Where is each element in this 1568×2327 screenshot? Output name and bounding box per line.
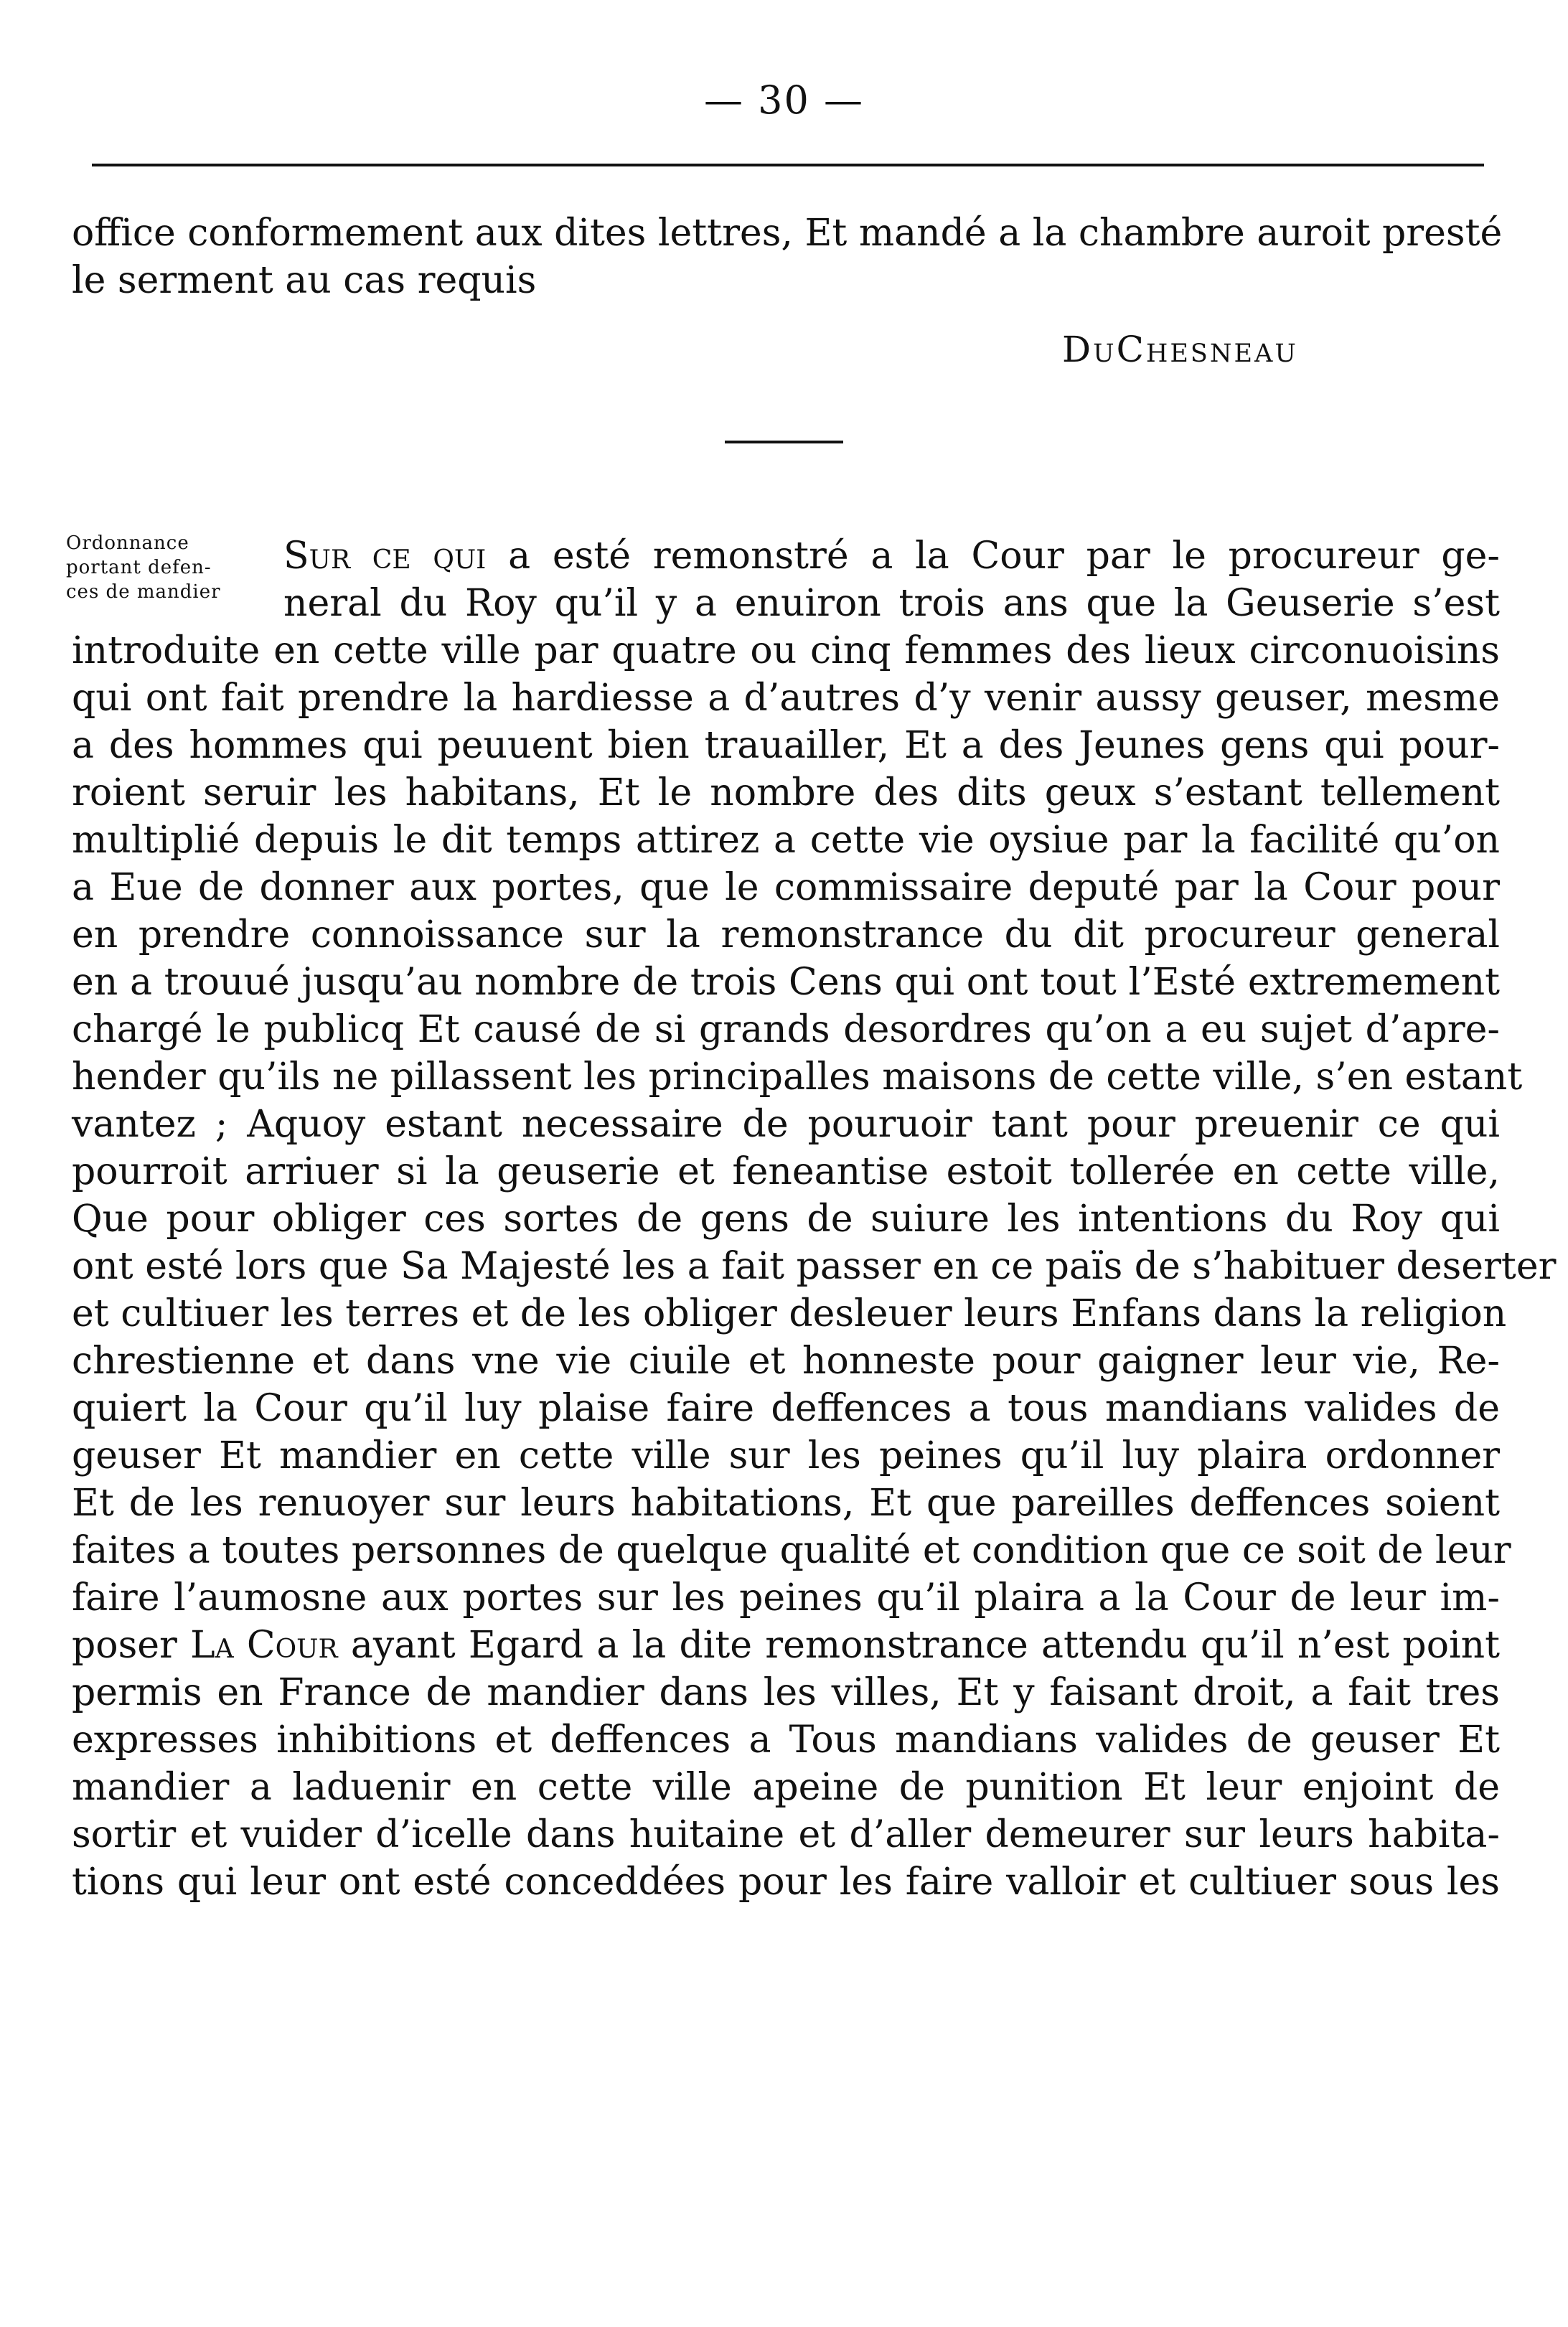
paragraph-line-7: a Eue de donner aux portes, que le commissaire deputé par la Cour pour xyxy=(72,866,1500,909)
paragraph-first-rest: a esté remonstré a la Cour par le procureur ge- xyxy=(508,535,1500,578)
paragraph-line-5: roient seruir les habitans, Et le nombre des dits geux s’estant tellement xyxy=(72,771,1500,814)
paragraph-line-8: en prendre connoissance sur la remonstrance du dit procureur general xyxy=(72,913,1500,956)
paragraph-line-6: multiplié depuis le dit temps attirez a cette vie oysiue par la facilité qu’on xyxy=(72,819,1500,862)
paragraph-line-12: vantez ; Aquoy estant necessaire de pouruoir tant pour preuenir ce qui xyxy=(72,1103,1500,1146)
paragraph-after-line-2: expresses inhibitions et deffences a Tous mandians valides de geuser Et xyxy=(72,1719,1500,1762)
paragraph-after-line-5: tions qui leur ont esté conceddées pour les faire valloir et cultiuer sous les xyxy=(72,1861,1500,1904)
paragraph-line-17: chrestienne et dans vne vie ciuile et honneste pour gaigner leur vie, Re- xyxy=(72,1340,1500,1383)
section-rule xyxy=(725,441,843,443)
margin-note-line-2: portant defen- xyxy=(66,557,212,578)
paragraph-line-21: faites a toutes personnes de quelque qualité et condition que ce soit de leur xyxy=(72,1529,1511,1572)
paragraph-first-line xyxy=(283,532,1500,580)
court-rest: ayant Egard a la dite remonstrance attendu qu’il n’est point xyxy=(350,1624,1501,1667)
paragraph-line-20: Et de les renuoyer sur leurs habitations, Et que pareilles deffences soient xyxy=(72,1482,1500,1525)
paragraph-line-16: et cultiuer les terres et de les obliger desleuer leurs Enfans dans la religion xyxy=(72,1292,1507,1335)
paragraph-lead: Sur ce qui xyxy=(283,535,487,578)
court-caps: La Cour xyxy=(190,1624,338,1667)
signature: DuChesneau xyxy=(1062,329,1298,370)
paragraph-line-14: Que pour obliger ces sortes de gens de suiure les intentions du Roy qui xyxy=(72,1198,1500,1241)
paragraph-after-line-4: sortir et vuider d’icelle dans huitaine et d’aller demeurer sur leurs habita- xyxy=(72,1813,1500,1856)
header-rule xyxy=(92,164,1484,166)
paragraph-line-15: ont esté lors que Sa Majesté les a fait passer en ce païs de s’habituer deserter xyxy=(72,1245,1557,1288)
court-prefix: poser xyxy=(72,1624,177,1667)
paragraph-after-line-3: mandier a laduenir en cette ville apeine de punition Et leur enjoint de xyxy=(72,1766,1500,1809)
paragraph-line-18: quiert la Cour qu’il luy plaise faire deffences a tous mandians valides de xyxy=(72,1387,1500,1430)
paragraph-court-line xyxy=(72,1622,1500,1669)
paragraph-line-1: neral du Roy qu’il y a enuiron trois ans que la Geuserie s’est xyxy=(283,582,1500,625)
paragraph-line-11: hender qu’ils ne pillassent les principalles maisons de cette ville, s’en estant xyxy=(72,1056,1523,1099)
paragraph-line-9: en a trouué jusqu’au nombre de trois Cens qui ont tout l’Esté extremement xyxy=(72,961,1500,1004)
paragraph-line-10: chargé le publicq Et causé de si grands desordres qu’on a eu sujet d’apre- xyxy=(72,1008,1500,1051)
margin-note-line-3: ces de mandier xyxy=(66,581,221,603)
opening-line-2: le serment au cas requis xyxy=(72,259,537,302)
paragraph-after-line-1: permis en France de mandier dans les villes, Et y faisant droit, a fait tres xyxy=(72,1671,1500,1714)
paragraph-line-2: introduite en cette ville par quatre ou cinq femmes des lieux circonuoisins xyxy=(72,629,1500,672)
paragraph-line-4: a des hommes qui peuuent bien trauailler, Et a des Jeunes gens qui pour- xyxy=(72,724,1500,767)
paragraph-line-19: geuser Et mandier en cette ville sur les peines qu’il luy plaira ordonner xyxy=(72,1434,1500,1477)
paragraph-line-3: qui ont fait prendre la hardiesse a d’autres d’y venir aussy geuser, mesme xyxy=(72,677,1500,720)
margin-note-line-1: Ordonnance xyxy=(66,532,189,554)
margin-note xyxy=(66,531,274,604)
paragraph-line-22: faire l’aumosne aux portes sur les peines qu’il plaira a la Cour de leur im- xyxy=(72,1576,1500,1620)
page-number: — 30 — xyxy=(703,77,865,123)
opening-line-1: office conformement aux dites lettres, Et mandé a la chambre auroit presté xyxy=(72,212,1503,255)
paragraph-line-13: pourroit arriuer si la geuserie et feneantise estoit tollerée en cette ville, xyxy=(72,1150,1500,1193)
